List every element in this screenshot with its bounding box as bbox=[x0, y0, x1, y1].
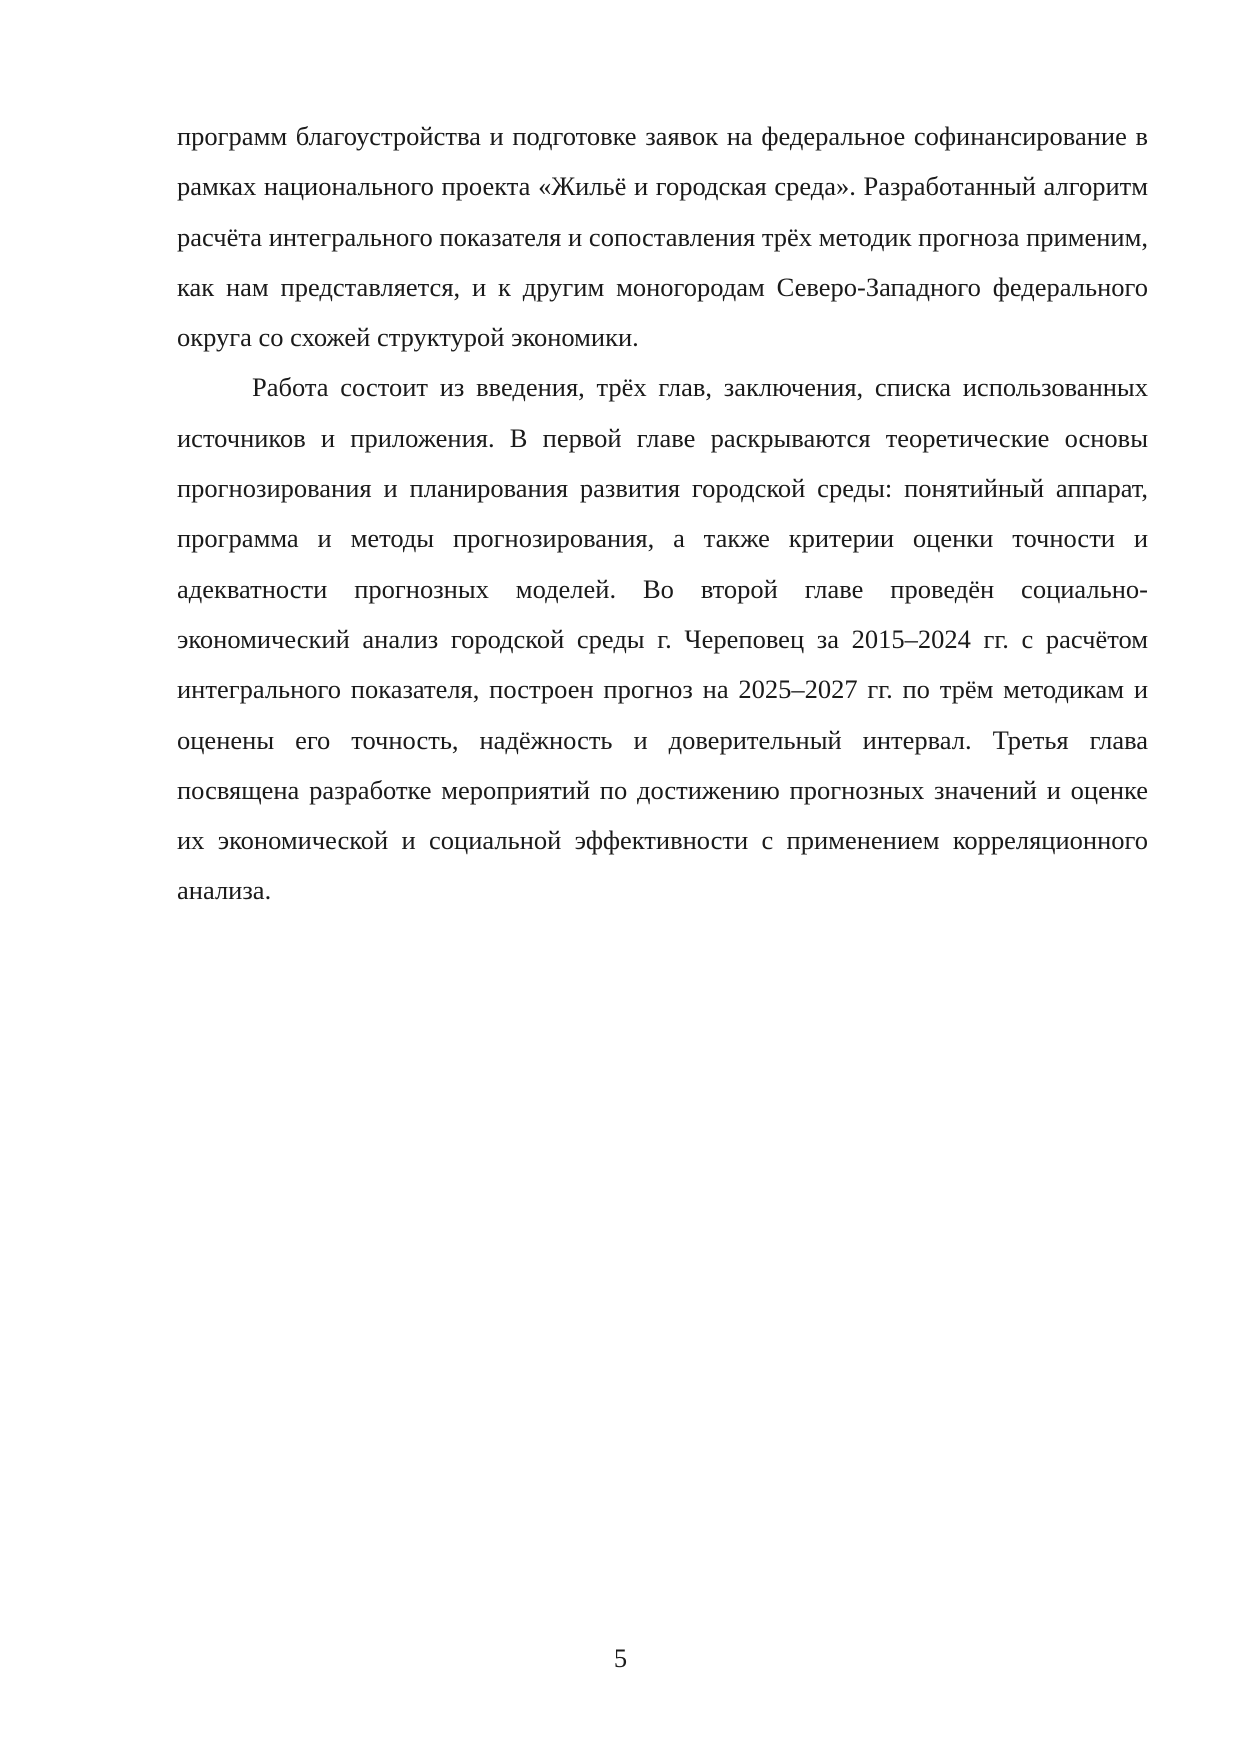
paragraph-continuation: программ благоустройства и подготовке заявок на федеральное софинансирование в рамках национального проекта «Жильё и городская среда». Разработанный алгоритм расчёта интегрального показателя и сопоставления трёх методик прогноза применим, как нам представляется, и к другим моногородам Северо-Западного федерального округа со схожей структурой экономики. bbox=[177, 121, 1148, 353]
paragraph-structure: Работа состоит из введения, трёх глав, заключения, списка использованных источников и приложения. В первой главе раскрываются теоретические основы прогнозирования и планирования развития городской среды: понятийный аппарат, программа и методы прогнозирования, а также критерии оценки точности и адекватности прогнозных моделей. Во второй главе проведён социально-экономический анализ городской среды г. Череповец за 2015–2024 гг. с расчётом интегрального показателя, построен прогноз на 2025–2027 гг. по трём методикам и оценены его точность, надёжность и доверительный интервал. Третья глава посвящена разработке мероприятий по достижению прогнозных значений и оценке их экономической и социальной эффективности с применением корреляционного анализа. bbox=[177, 372, 1148, 906]
page-number: 5 bbox=[613, 1643, 628, 1673]
body-text bbox=[177, 111, 1148, 916]
